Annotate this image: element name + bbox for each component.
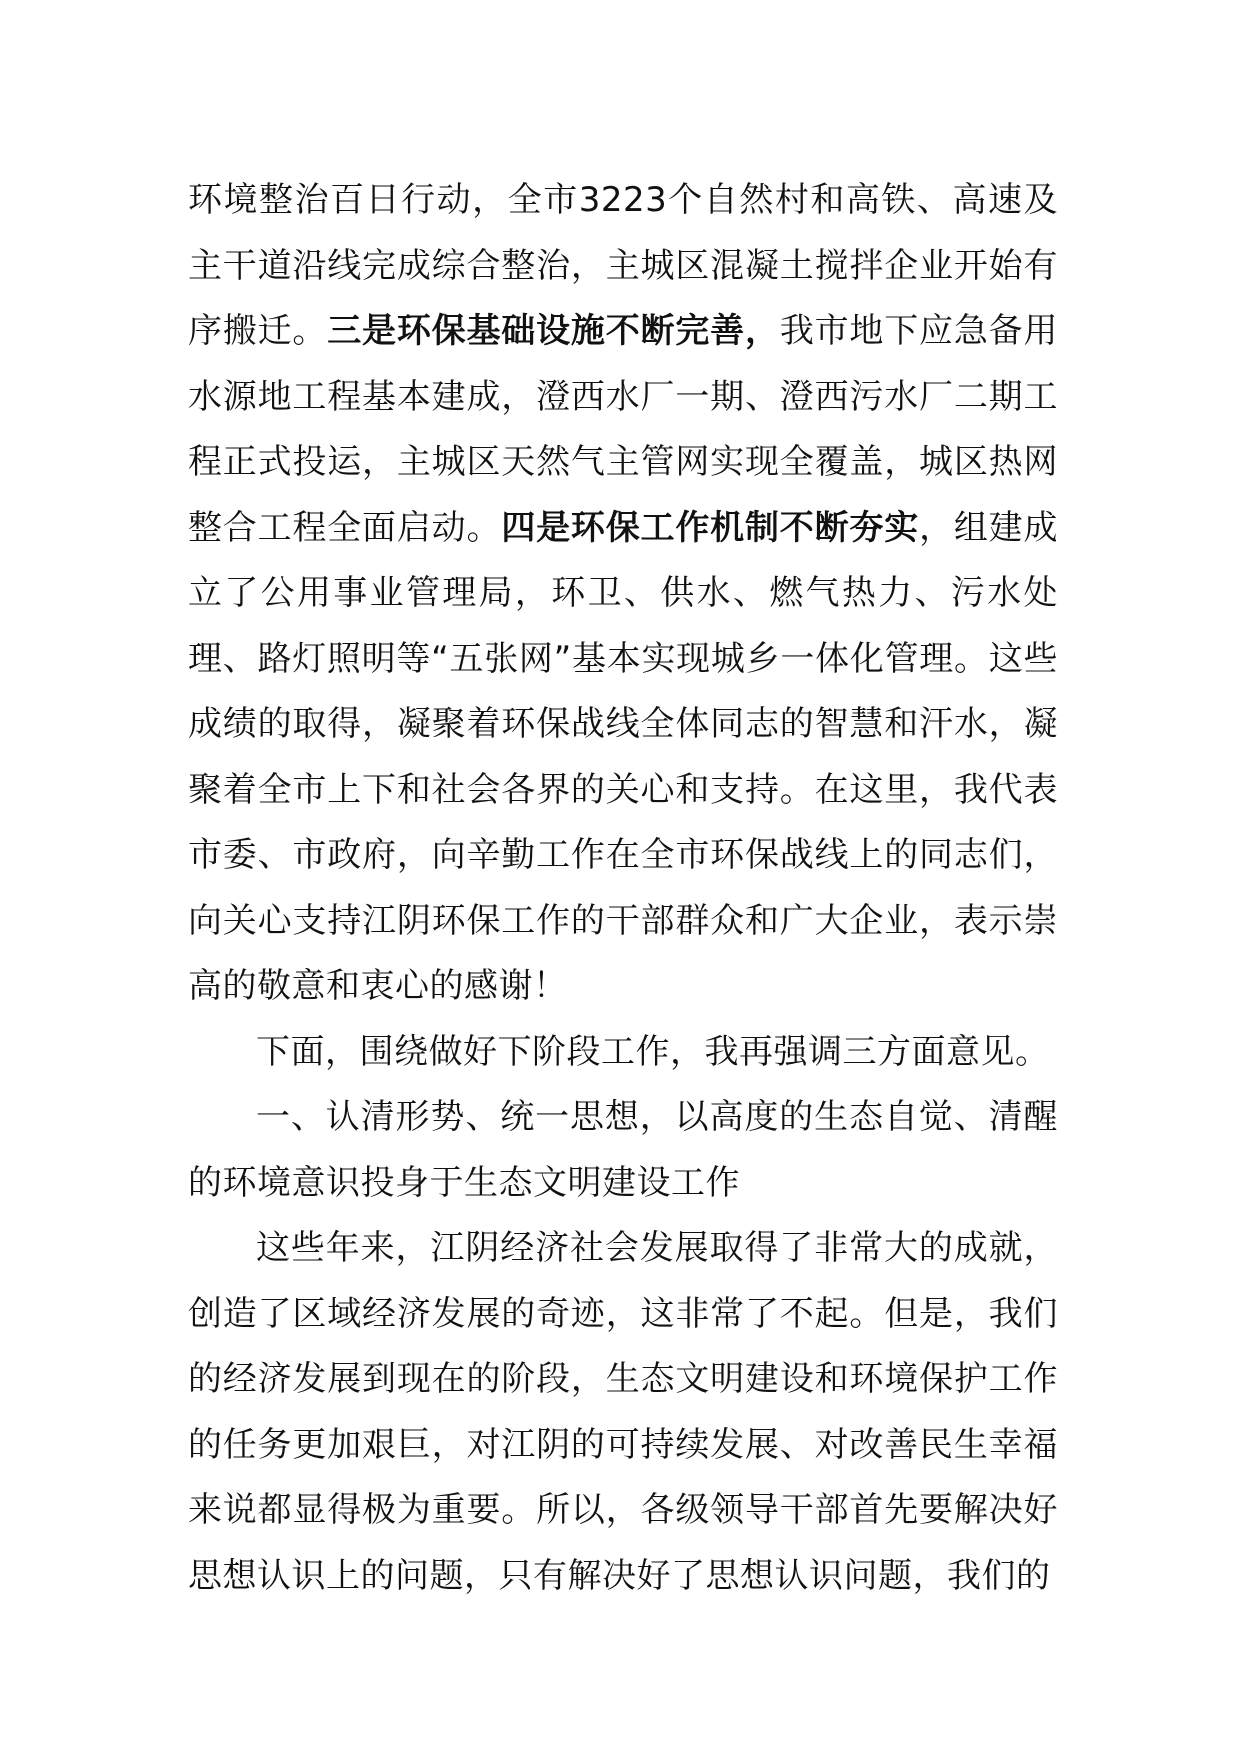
section-heading-one: 一、认清形势、统一思想，以高度的生态自觉、清醒的环境意识投身于生态文明建设工作	[188, 1097, 1058, 1203]
paragraph-development: 这些年来，江阴经济社会发展取得了非常大的成就，创造了区域经济发展的奇迹，这非常了不起。但是，我们的经济发展到现在的阶段，生态文明建设和环境保护工作的任务更加艰巨，对江阴的可持续发展、对改善民生幸福来说都显得极为重要。所以，各级领导干部首先要解决好思想认识上的问题，只有解决好了思想认识问题，我们的	[188, 1228, 1058, 1596]
paragraph-achievements	[188, 168, 1058, 1020]
document-body	[188, 168, 1058, 1609]
bold-point-three: 三是环保基础设施不断完善，	[327, 311, 780, 351]
paragraph-text: ，组建成立了公用事业管理局，环卫、供水、燃气热力、污水处理、路灯照明等“五张网”基本实现城乡一体化管理。这些成绩的取得，凝聚着环保战线全体同志的智慧和汗水，凝聚着全市上下和社会各界的关心和支持。在这里，我代表市委、市政府，向辛勤工作在全市环保战线上的同志们，向关心支持江阴环保工作的干部群众和广大企业，表示崇高的敬意和衷心的感谢！	[188, 507, 1058, 1006]
bold-point-four: 四是环保工作机制不断夯实	[501, 507, 920, 548]
paragraph-text: 我市地下应急备用水源地工程基本建成，澄西水厂一期、澄西污水厂二期工程正式投运，主城区天然气主管网实现全覆盖，城区热网整合工程全面启动。	[188, 311, 1058, 548]
paragraph-text: 环境整治百日行动，全市3223个自然村和高铁、高速及主干道沿线完成综合整治，主城区混凝土搅拌企业开始有序搬迁。	[188, 180, 1058, 351]
paragraph-transition: 下面，围绕做好下阶段工作，我再强调三方面意见。	[256, 1031, 1050, 1072]
